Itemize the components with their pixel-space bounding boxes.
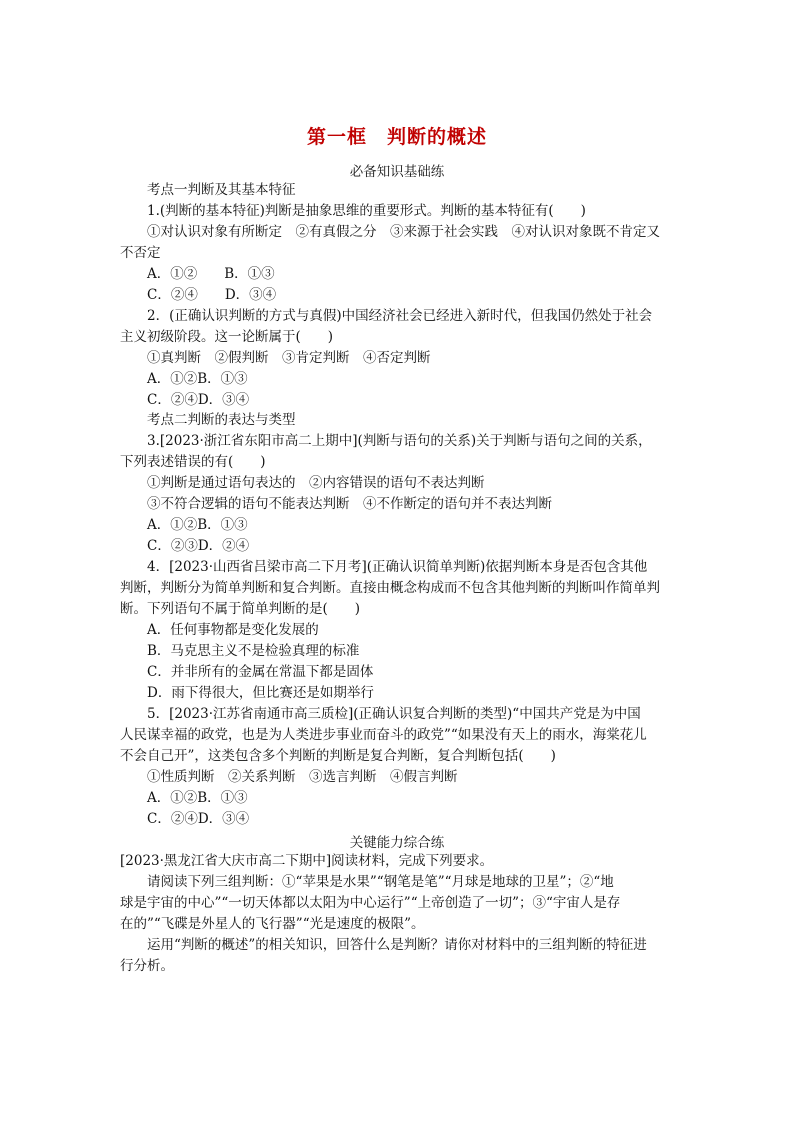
answer-option-b: B．马克思主义不是检验真理的标准 bbox=[147, 643, 360, 659]
question-stem: 人民谋幸福的政党，也是为人类进步事业而奋斗的政党”“如果没有天上的雨水，海棠花儿 bbox=[120, 727, 647, 743]
answer-choices: C．②③D．②④ bbox=[147, 538, 250, 554]
question-options: ③不符合逻辑的语句不能表达判断 ④不作断定的语句并不表达判断 bbox=[147, 496, 552, 512]
question-stem: 断。下列语句不属于简单判断的是( ) bbox=[120, 601, 361, 617]
question-options: ①真判断 ②假判断 ③肯定判断 ④否定判断 bbox=[147, 350, 431, 366]
material-paragraph: 在的”“飞碟是外星人的飞行器”“光是速度的极限”。 bbox=[120, 916, 425, 932]
answer-choices: A．①②B．①③ bbox=[147, 371, 248, 387]
question-stem: 下列表述错误的有( ) bbox=[120, 454, 266, 470]
question-stem: 3.[2023·浙江省东阳市高二上期中](判断与语句的关系)关于判断与语句之间的关系， bbox=[147, 433, 652, 449]
question-requirement: 运用“判断的概述”的相关知识，回答什么是判断？请你对材料中的三组判断的特征进 bbox=[147, 937, 647, 953]
topic-heading: 考点二判断的表达与类型 bbox=[147, 412, 296, 428]
topic-heading: 考点一判断及其基本特征 bbox=[147, 182, 296, 198]
answer-choices: A．①② B．①③ bbox=[147, 266, 275, 282]
material-paragraph: 球是宇宙的中心”“一切天体都以太阳为中心运行”“上帝创造了一切”；③“宇宙人是存 bbox=[120, 895, 621, 911]
question-options: ①性质判断 ②关系判断 ③选言判断 ④假言判断 bbox=[147, 769, 458, 785]
material-paragraph: 请阅读下列三组判断：①“苹果是水果”“钢笔是笔”“月球是地球的卫星”；②“地 bbox=[147, 874, 614, 890]
question-stem: 1.(判断的基本特征)判断是抽象思维的重要形式。判断的基本特征有( ) bbox=[147, 203, 586, 219]
answer-option-a: A．任何事物都是变化发展的 bbox=[147, 622, 319, 638]
answer-option-d: D．雨下得很大，但比赛还是如期举行 bbox=[147, 685, 374, 701]
question-stem: 2．(正确认识判断的方式与真假)中国经济社会已经进入新时代，但我国仍然处于社会 bbox=[147, 308, 653, 324]
question-stem: 不会自己开”，这类包含多个判断的判断是复合判断，复合判断包括( ) bbox=[120, 748, 556, 764]
answer-choices: A．①②B．①③ bbox=[147, 790, 248, 806]
question-stem: 判断，判断分为简单判断和复合判断。直接由概念构成而不包含其他判断的判断叫作简单判 bbox=[120, 580, 660, 596]
material-intro: [2023·黑龙江省大庆市高二下期中]阅读材料，完成下列要求。 bbox=[120, 853, 494, 869]
question-requirement: 行分析。 bbox=[120, 958, 174, 974]
page-title: 第一框 判断的概述 bbox=[306, 126, 487, 148]
question-options: ①对认识对象有所断定 ②有真假之分 ③来源于社会实践 ④对认识对象既不肯定又 bbox=[147, 224, 660, 240]
answer-choices: C．②④D．③④ bbox=[147, 392, 250, 408]
question-stem: 主义初级阶段。这一论断属于( ) bbox=[120, 329, 334, 345]
answer-choices: C．②④ D．③④ bbox=[147, 287, 277, 303]
answer-option-c: C．并非所有的金属在常温下都是固体 bbox=[147, 664, 374, 680]
section-heading-ability: 关键能力综合练 bbox=[349, 835, 445, 851]
answer-choices: C．②④D．③④ bbox=[147, 811, 250, 827]
section-heading-basic: 必备知识基础练 bbox=[349, 164, 445, 180]
question-stem: 4．[2023·山西省吕梁市高二下月考](正确认识简单判断)依据判断本身是否包含其他 bbox=[147, 559, 648, 575]
question-stem: 5．[2023·江苏省南通市高三质检](正确认识复合判断的类型)“中国共产党是为中国 bbox=[147, 706, 641, 722]
question-options: 不否定 bbox=[120, 245, 161, 261]
answer-choices: A．①②B．①③ bbox=[147, 517, 248, 533]
question-options: ①判断是通过语句表达的 ②内容错误的语句不表达判断 bbox=[147, 475, 485, 491]
